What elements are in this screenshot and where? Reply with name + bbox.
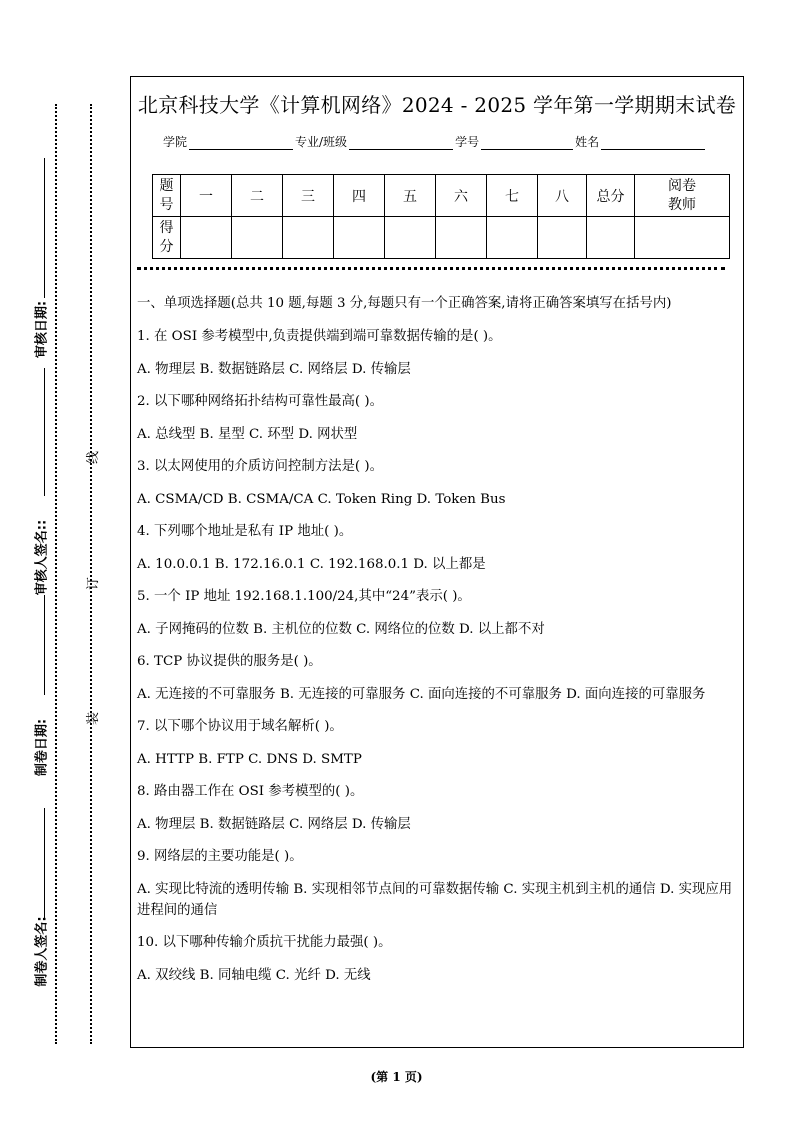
question-options: A. 实现比特流的透明传输 B. 实现相邻节点间的可靠数据传输 C. 实现主机到主机的通信 D. 实现应用进程间的通信	[137, 881, 733, 918]
student-info-row	[163, 133, 707, 150]
section-heading: 一、单项选择题(总共 10 题,每题 3 分,每题只有一个正确答案,请将正确答案填写在括号内)	[137, 296, 672, 311]
question-text: 1. 在 OSI 参考模型中,负责提供端到端可靠数据传输的是( )。	[137, 329, 502, 344]
question-options: A. 总线型 B. 星型 C. 环型 D. 网状型	[137, 426, 358, 442]
score-cell[interactable]	[181, 217, 232, 259]
col-header: 八	[538, 175, 587, 217]
question-text: 6. TCP 协议提供的服务是( )。	[137, 654, 322, 669]
question-text: 7. 以下哪个协议用于域名解析( )。	[137, 719, 343, 734]
margin-blank-line	[44, 368, 45, 496]
score-cell-total[interactable]	[587, 217, 635, 259]
grader-cell[interactable]	[635, 217, 730, 259]
col-header: 三	[283, 175, 334, 217]
question-options: A. 物理层 B. 数据链路层 C. 网络层 D. 传输层	[137, 361, 411, 377]
col-header: 七	[487, 175, 538, 217]
score-table	[152, 174, 730, 259]
cut-line-char: 线	[86, 450, 102, 465]
inner-dotted-line	[90, 104, 92, 1044]
col-header: 二	[232, 175, 283, 217]
question-options: A. HTTP B. FTP C. DNS D. SMTP	[137, 751, 362, 767]
student-id-field[interactable]	[481, 135, 573, 150]
name-field[interactable]	[601, 135, 705, 150]
col-header: 一	[181, 175, 232, 217]
dotted-separator	[137, 267, 725, 270]
reviewer-signature-label: 审核人签名::	[34, 519, 50, 596]
cut-line-char: 装	[86, 711, 102, 726]
college-field[interactable]	[189, 135, 293, 150]
question-options: A. 无连接的不可靠服务 B. 无连接的可靠服务 C. 面向连接的不可靠服务 D. 面向连接的可靠服务	[137, 686, 706, 702]
score-cell[interactable]	[436, 217, 487, 259]
grader-header: 阅卷 教师	[635, 175, 730, 217]
col-header: 六	[436, 175, 487, 217]
compiler-signature-label: 制卷人签名:	[34, 916, 50, 987]
major-class-label: 专业/班级	[295, 135, 348, 149]
score-cell[interactable]	[385, 217, 436, 259]
question-options: A. CSMA/CD B. CSMA/CA C. Token Ring D. Token Bus	[137, 491, 506, 507]
question-text: 9. 网络层的主要功能是( )。	[137, 849, 303, 864]
major-class-field[interactable]	[349, 135, 453, 150]
question-options: A. 子网掩码的位数 B. 主机位的位数 C. 网络位的位数 D. 以上都不对	[137, 621, 545, 637]
score-cell[interactable]	[334, 217, 385, 259]
col-header: 五	[385, 175, 436, 217]
score-row-header: 得 分	[153, 217, 181, 259]
question-options: A. 10.0.0.1 B. 172.16.0.1 C. 192.168.0.1 D. 以上都是	[137, 556, 486, 572]
student-id-label: 学号	[455, 135, 480, 149]
question-number-header: 题 号	[153, 175, 181, 217]
compile-date-label: 制卷日期:	[34, 718, 50, 777]
question-text: 4. 下列哪个地址是私有 IP 地址( )。	[137, 524, 353, 539]
col-header: 四	[334, 175, 385, 217]
question-text: 3. 以太网使用的介质访问控制方法是( )。	[137, 459, 383, 474]
margin-blank-line	[44, 595, 45, 695]
exam-title: 北京科技大学《计算机网络》2024 - 2025 学年第一学期期末试卷	[137, 93, 737, 117]
question-text: 10. 以下哪种传输介质抗干扰能力最强( )。	[137, 935, 392, 950]
question-text: 5. 一个 IP 地址 192.168.1.100/24,其中“24”表示( )。	[137, 589, 471, 604]
question-options: A. 双绞线 B. 同轴电缆 C. 光纤 D. 无线	[137, 967, 371, 983]
margin-blank-line	[44, 808, 45, 918]
col-header-total: 总分	[587, 175, 635, 217]
question-text: 8. 路由器工作在 OSI 参考模型的( )。	[137, 784, 364, 799]
questions-section	[137, 293, 739, 997]
score-cell[interactable]	[232, 217, 283, 259]
score-cell[interactable]	[538, 217, 587, 259]
college-label: 学院	[163, 135, 188, 149]
page-number: (第 1 页)	[370, 1070, 423, 1084]
exam-frame	[130, 76, 744, 1048]
question-text: 2. 以下哪种网络拓扑结构可靠性最高( )。	[137, 394, 383, 409]
outer-dotted-line	[55, 104, 57, 1044]
score-cell[interactable]	[283, 217, 334, 259]
name-label: 姓名	[575, 135, 600, 149]
question-options: A. 物理层 B. 数据链路层 C. 网络层 D. 传输层	[137, 816, 411, 832]
margin-blank-line	[44, 158, 45, 298]
review-date-label: 审核日期:	[34, 300, 50, 359]
cut-line-char: 订	[86, 576, 102, 591]
score-cell[interactable]	[487, 217, 538, 259]
